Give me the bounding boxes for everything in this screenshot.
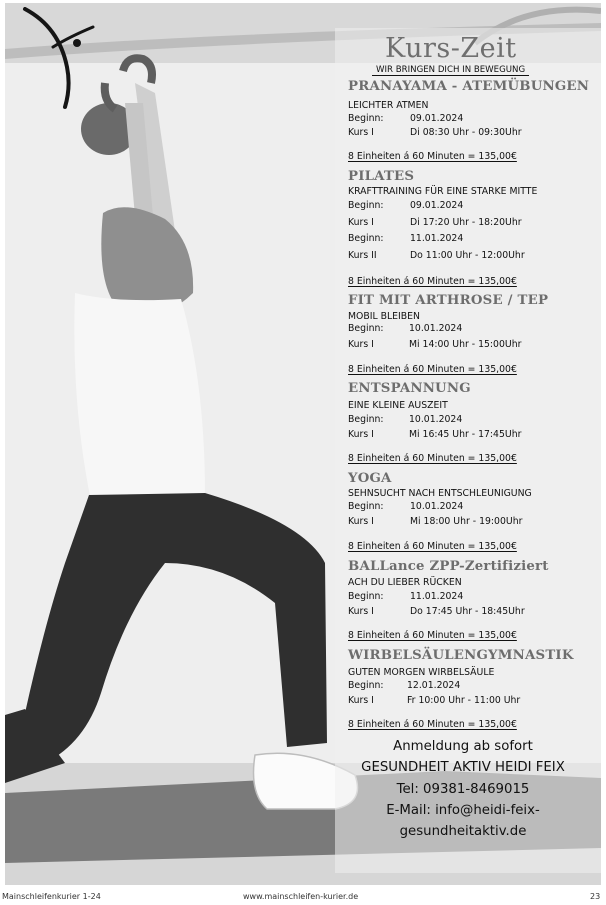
- phone-number[interactable]: Tel: 09381-8469015: [396, 782, 530, 797]
- schedule-value: Mi 16:45 Uhr - 17:45Uhr: [409, 429, 522, 440]
- schedule-label: Beginn:: [348, 501, 384, 512]
- price-line: 8 Einheiten á 60 Minuten = 135,00€: [348, 364, 517, 375]
- schedule-value: 11.01.2024: [410, 591, 464, 602]
- schedule-label: Kurs II: [348, 250, 377, 261]
- schedule-value: Fr 10:00 Uhr - 11:00 Uhr: [407, 695, 521, 706]
- course-heading: BALLance ZPP-Zertifiziert: [348, 559, 549, 574]
- studio-name: GESUNDHEIT AKTIV HEIDI FEIX: [361, 760, 565, 775]
- schedule-value: Di 08:30 Uhr - 09:30Uhr: [410, 127, 522, 138]
- schedule-label: Beginn:: [348, 414, 384, 425]
- price-line: 8 Einheiten á 60 Minuten = 135,00€: [348, 151, 517, 162]
- course-subtitle: LEICHTER ATMEN: [348, 100, 429, 111]
- schedule-label: Kurs I: [348, 127, 374, 138]
- schedule-value: Mi 18:00 Uhr - 19:00Uhr: [410, 516, 523, 527]
- course-subtitle: GUTEN MORGEN WIRBELSÄULE: [348, 667, 495, 678]
- schedule-label: Kurs I: [348, 606, 374, 617]
- torso: [74, 293, 205, 501]
- schedule-label: Beginn:: [348, 113, 384, 124]
- schedule-value: 10.01.2024: [410, 501, 464, 512]
- course-subtitle: MOBIL BLEIBEN: [348, 311, 420, 322]
- price-line: 8 Einheiten á 60 Minuten = 135,00€: [348, 453, 517, 464]
- course-heading: YOGA: [348, 471, 392, 486]
- schedule-label: Beginn:: [348, 233, 384, 244]
- schedule-label: Kurs I: [348, 217, 374, 228]
- poster-title: Kurs-Zeit: [385, 33, 517, 64]
- schedule-value: 10.01.2024: [409, 414, 463, 425]
- schedule-value: Do 17:45 Uhr - 18:45Uhr: [410, 606, 525, 617]
- price-line: 8 Einheiten á 60 Minuten = 135,00€: [348, 719, 517, 730]
- course-heading: ENTSPANNUNG: [348, 381, 471, 396]
- schedule-label: Beginn:: [348, 323, 384, 334]
- schedule-label: Kurs I: [348, 516, 374, 527]
- tagline: WIR BRINGEN DICH IN BEWEGUNG: [372, 65, 529, 76]
- email-line-1[interactable]: E-Mail: info@heidi-feix-: [386, 803, 540, 818]
- schedule-value: 09.01.2024: [410, 200, 464, 211]
- footer-website[interactable]: www.mainschleifen-kurier.de: [243, 892, 359, 901]
- price-line: 8 Einheiten á 60 Minuten = 135,00€: [348, 541, 517, 552]
- schedule-label: Beginn:: [348, 680, 384, 691]
- schedule-value: 12.01.2024: [407, 680, 461, 691]
- schedule-label: Kurs I: [348, 695, 374, 706]
- brand-logo-icon: [19, 7, 97, 111]
- course-heading: FIT MIT ARTHROSE / TEP: [348, 293, 549, 308]
- course-heading: WIRBELSÄULENGYMNASTIK: [348, 648, 574, 663]
- schedule-label: Beginn:: [348, 200, 384, 211]
- price-line: 8 Einheiten á 60 Minuten = 135,00€: [348, 630, 517, 641]
- course-subtitle: SEHNSUCHT NACH ENTSCHLEUNIGUNG: [348, 488, 532, 499]
- schedule-value: 11.01.2024: [410, 233, 464, 244]
- schedule-value: 10.01.2024: [409, 323, 463, 334]
- poster: [5, 3, 601, 885]
- email-line-2[interactable]: gesundheitaktiv.de: [399, 824, 527, 839]
- schedule-value: Mi 14:00 Uhr - 15:00Uhr: [409, 339, 522, 350]
- schedule-value: Di 17:20 Uhr - 18:20Uhr: [410, 217, 522, 228]
- schedule-label: Kurs I: [348, 429, 374, 440]
- signup-note: Anmeldung ab sofort: [393, 739, 533, 754]
- course-subtitle: KRAFTTRAINING FÜR EINE STARKE MITTE: [348, 186, 538, 197]
- course-subtitle: ACH DU LIEBER RÜCKEN: [348, 577, 462, 588]
- footer-publication: Mainschleifenkurier 1-24: [2, 892, 101, 901]
- schedule-value: Do 11:00 Uhr - 12:00Uhr: [410, 250, 525, 261]
- price-line: 8 Einheiten á 60 Minuten = 135,00€: [348, 276, 517, 287]
- footer-page-number: 23: [590, 892, 601, 901]
- course-subtitle: EINE KLEINE AUSZEIT: [348, 400, 448, 411]
- schedule-value: 09.01.2024: [410, 113, 464, 124]
- schedule-label: Kurs I: [348, 339, 374, 350]
- course-heading: PILATES: [348, 169, 415, 184]
- schedule-label: Beginn:: [348, 591, 384, 602]
- course-heading: PRANAYAMA - ATEMÜBUNGEN: [348, 79, 590, 94]
